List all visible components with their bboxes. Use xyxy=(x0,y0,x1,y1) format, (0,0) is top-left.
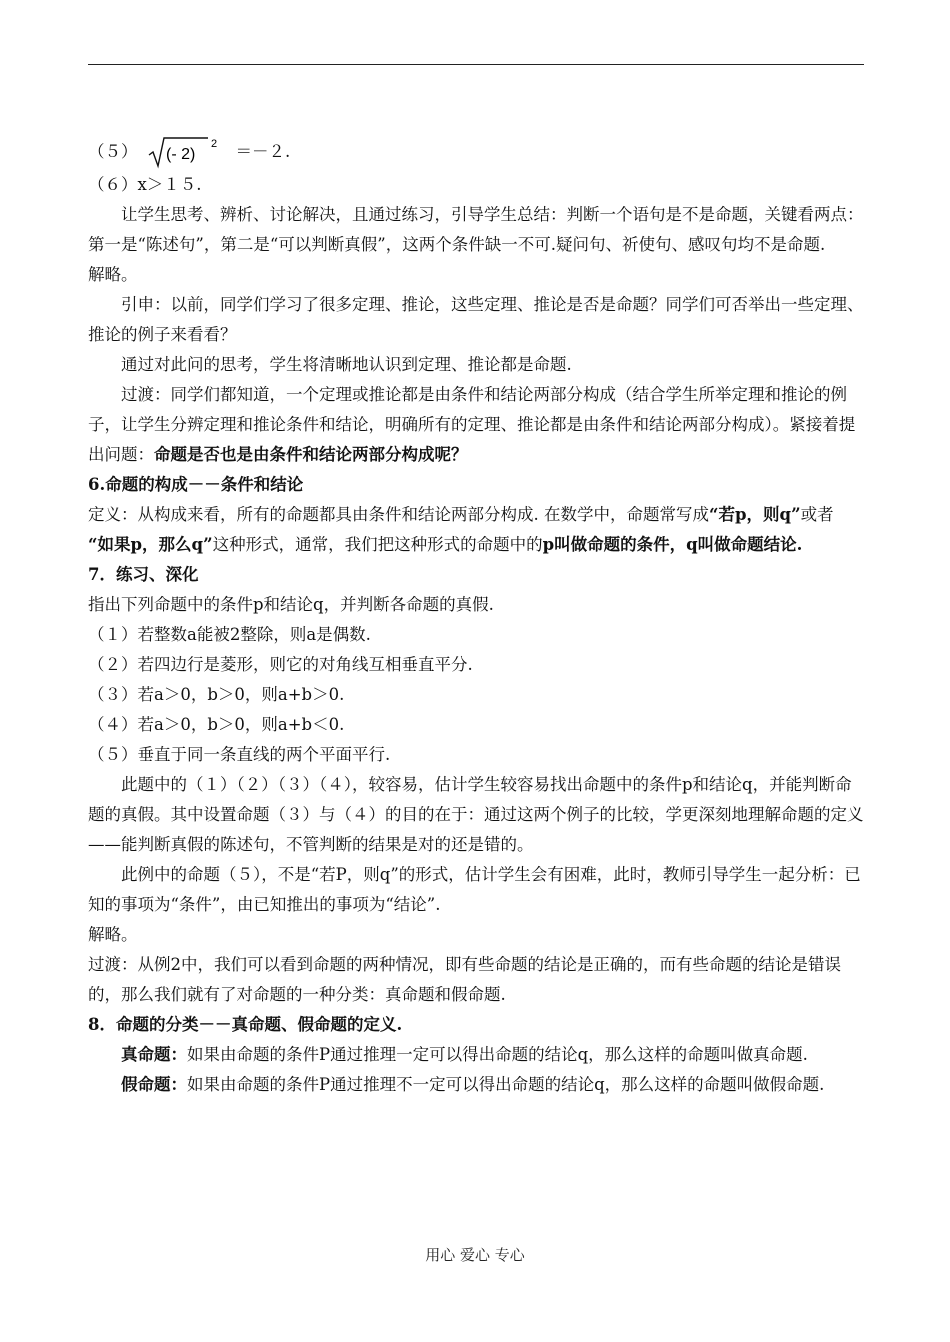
definition-text-3: 这种形式，通常，我们把这种形式的命题中的 xyxy=(212,535,543,554)
example-6-line: （６）x＞１５. xyxy=(88,175,202,194)
paragraph-definition xyxy=(88,500,864,560)
document-body xyxy=(88,140,864,1100)
solution-omitted-2: 解略。 xyxy=(88,925,138,944)
sqrt-expression xyxy=(148,135,222,169)
definition-emphasis: p叫做命题的条件，q叫做命题结论. xyxy=(542,535,803,554)
exercise-item-2: （２）若四边行是菱形，则它的对角线互相垂直平分. xyxy=(88,655,473,674)
example-5-prefix: （５） xyxy=(88,142,138,161)
false-proposition-term: 假命题： xyxy=(121,1075,187,1094)
exercise-item-1: （１）若整数a能被2整除，则a是偶数. xyxy=(88,625,371,644)
transition-text: 过渡：同学们都知道，一个定理或推论都是由条件和结论两部分构成（结合学生所举定理和推论的例子，让学生分辨定理和推论条件和结论，明确所有的定理、推论都是由条件和结论两部分构成）。紧接着提出问题： xyxy=(88,385,856,464)
true-proposition-text: 如果由命题的条件P通过推理一定可以得出命题的结论q，那么这样的命题叫做真命题. xyxy=(187,1045,808,1064)
solution-omitted-1: 解略。 xyxy=(88,265,138,284)
exercise-item-5: （５）垂直于同一条直线的两个平面平行. xyxy=(88,745,391,764)
paragraph-summary: 让学生思考、辨析、讨论解决，且通过练习，引导学生总结：判断一个语句是不是命题，关键看两点：第一是“陈述句”，第二是“可以判断真假”，这两个条件缺一不可.疑问句、祈使句、感叹句均不是命题. xyxy=(88,205,864,254)
definition-text-2: 或者 xyxy=(800,505,834,524)
true-proposition-term: 真命题： xyxy=(121,1045,187,1064)
definition-form-1: “若p，则q” xyxy=(709,505,801,524)
paragraph-example-5: 此例中的命题（５），不是“若P，则q”的形式，估计学生会有困难，此时，教师引导学生一起分析：已知的事项为“条件”，由已知推出的事项为“结论”. xyxy=(88,865,861,914)
example-5-result: ＝－２. xyxy=(235,142,291,161)
paragraph-analysis: 此题中的（１）（２）（３）（４），较容易，估计学生较容易找出命题中的条件p和结论q，并能判断命题的真假。其中设置命题（３）与（４）的目的在于：通过这两个例子的比较，学更深刻地理解命题的定义——能判断真假的陈述句，不管判断的结果是对的还是错的。 xyxy=(88,775,864,854)
sqrt-exponent: 2 xyxy=(210,138,217,150)
definition-form-2: “如果p，那么q” xyxy=(88,535,213,554)
paragraph-true-proposition xyxy=(88,1040,864,1070)
exercise-item-3: （３）若a＞0，b＞0，则a+b＞0. xyxy=(88,685,345,704)
exercise-item-4: （４）若a＞0，b＞0，则a+b＜0. xyxy=(88,715,345,734)
heading-section-6: 6.命题的构成－－条件和结论 xyxy=(88,475,304,494)
paragraph-transition-1 xyxy=(88,380,864,470)
transition-question: 命题是否也是由条件和结论两部分构成呢？ xyxy=(154,445,468,464)
heading-section-7: 7．练习、深化 xyxy=(88,565,199,584)
page-footer: 用心 爱心 专心 xyxy=(425,1246,525,1264)
paragraph-reflection: 通过对此问的思考，学生将清晰地认识到定理、推论都是命题. xyxy=(121,355,572,374)
header-rule xyxy=(88,64,864,65)
heading-section-8: 8．命题的分类－－真命题、假命题的定义. xyxy=(88,1015,403,1034)
exercise-intro: 指出下列命题中的条件p和结论q，并判断各命题的真假. xyxy=(88,595,494,614)
example-5-line xyxy=(88,134,864,170)
sqrt-radicand: (- 2) xyxy=(165,146,195,163)
paragraph-extension: 引申：以前，同学们学习了很多定理、推论，这些定理、推论是否是命题？同学们可否举出一些定理、推论的例子来看看？ xyxy=(88,295,864,344)
definition-text-1: 定义：从构成来看，所有的命题都具由条件和结论两部分构成. 在数学中，命题常写成 xyxy=(88,505,709,524)
paragraph-transition-2: 过渡：从例2中，我们可以看到命题的两种情况，即有些命题的结论是正确的，而有些命题的结论是错误的，那么我们就有了对命题的一种分类：真命题和假命题. xyxy=(88,955,841,1004)
false-proposition-text: 如果由命题的条件P通过推理不一定可以得出命题的结论q，那么这样的命题叫做假命题. xyxy=(187,1075,825,1094)
paragraph-false-proposition xyxy=(88,1070,864,1100)
